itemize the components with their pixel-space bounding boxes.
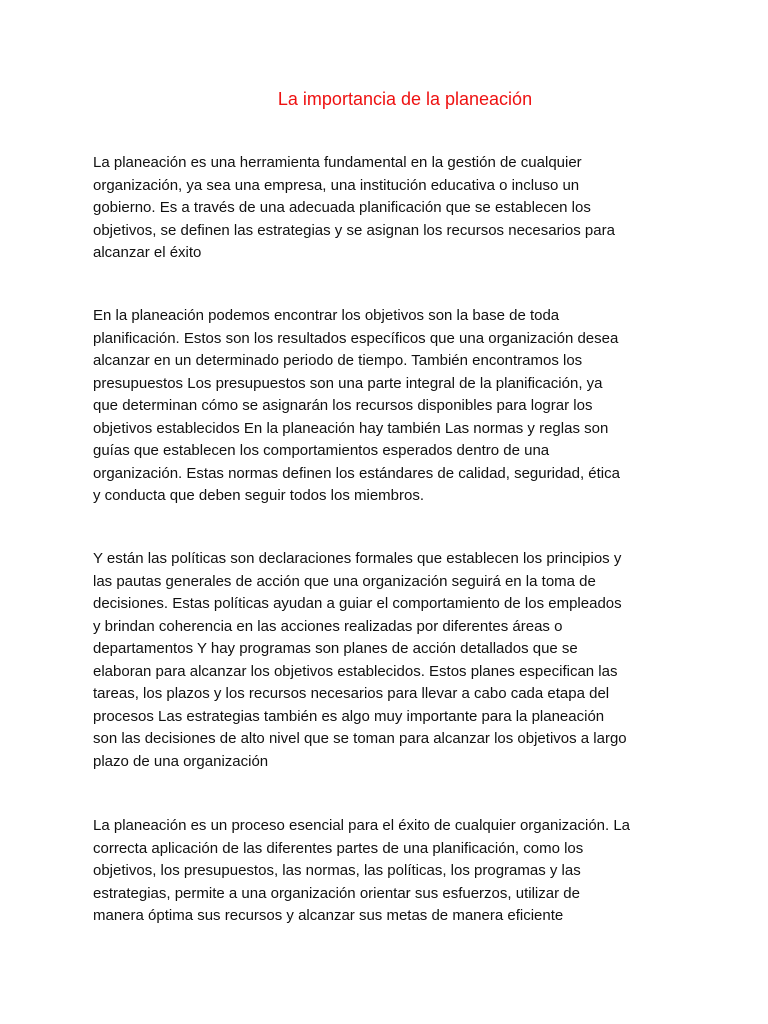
- text-line: planificación. Estos son los resultados específicos que una organización desea: [93, 329, 619, 347]
- text-line: manera óptima sus recursos y alcanzar sus metas de manera eficiente: [93, 907, 564, 924]
- text-line: plazo de una organización: [93, 752, 269, 770]
- text-line: las pautas generales de acción que una organización seguirá en la toma de: [93, 572, 596, 590]
- paragraph-policies: [93, 548, 683, 773]
- text-line: La planeación es una herramienta fundamental en la gestión de cualquier: [93, 154, 582, 171]
- text-line: objetivos establecidos En la planeación hay también Las normas y reglas son: [93, 419, 609, 437]
- text-line: objetivos, se definen las estrategias y se asignan los recursos necesarios para: [93, 221, 615, 239]
- text-line: departamentos Y hay programas son planes de acción detallados que se: [93, 640, 578, 657]
- text-line: alcanzar el éxito: [93, 244, 202, 261]
- text-line: procesos Las estrategias también es algo muy importante para la planeación: [93, 707, 605, 725]
- text-line: gobierno. Es a través de una adecuada planificación que se establecen los: [93, 199, 591, 216]
- text-line: que determinan cómo se asignarán los recursos disponibles para lograr los: [93, 397, 593, 414]
- text-line: guías que establecen los comportamientos esperados dentro de una: [93, 442, 550, 459]
- text-line: La planeación es un proceso esencial para el éxito de cualquier organización. La: [93, 817, 631, 834]
- text-line: organización. Estas normas definen los estándares de calidad, seguridad, ética: [93, 464, 620, 482]
- text-line: tareas, los plazos y los recursos necesarios para llevar a cabo cada etapa del: [93, 685, 610, 702]
- text-line: Y están las políticas son declaraciones formales que establecen los principios y: [93, 550, 622, 567]
- paragraph-introduction: [93, 152, 683, 265]
- text-line: elaboran para alcanzar los objetivos establecidos. Estos planes especifican las: [93, 662, 618, 680]
- document-title: La importancia de la planeación: [277, 89, 533, 109]
- text-line: alcanzar en un determinado periodo de tiempo. También encontramos los: [93, 352, 583, 369]
- text-line: organización, ya sea una empresa, una institución educativa o incluso un: [93, 176, 580, 194]
- text-line: estrategias, permite a una organización orientar sus esfuerzos, utilizar de: [93, 884, 580, 902]
- text-line: En la planeación podemos encontrar los objetivos son la base de toda: [93, 307, 560, 324]
- paragraph-elements: [93, 305, 683, 508]
- text-line: correcta aplicación de las diferentes partes de una planificación, como los: [93, 839, 584, 857]
- text-line: son las decisiones de alto nivel que se toman para alcanzar los objetivos a largo: [93, 730, 627, 747]
- text-line: presupuestos Los presupuestos son una parte integral de la planificación, ya: [93, 374, 603, 392]
- text-line: objetivos, los presupuestos, las normas, las políticas, los programas y las: [93, 862, 581, 879]
- text-line: y brindan coherencia en las acciones realizadas por diferentes áreas o: [93, 617, 563, 635]
- text-line: y conducta que deben seguir todos los miembros.: [93, 487, 425, 504]
- paragraph-conclusion: [93, 815, 683, 928]
- text-line: decisiones. Estas políticas ayudan a guiar el comportamiento de los empleados: [93, 595, 622, 612]
